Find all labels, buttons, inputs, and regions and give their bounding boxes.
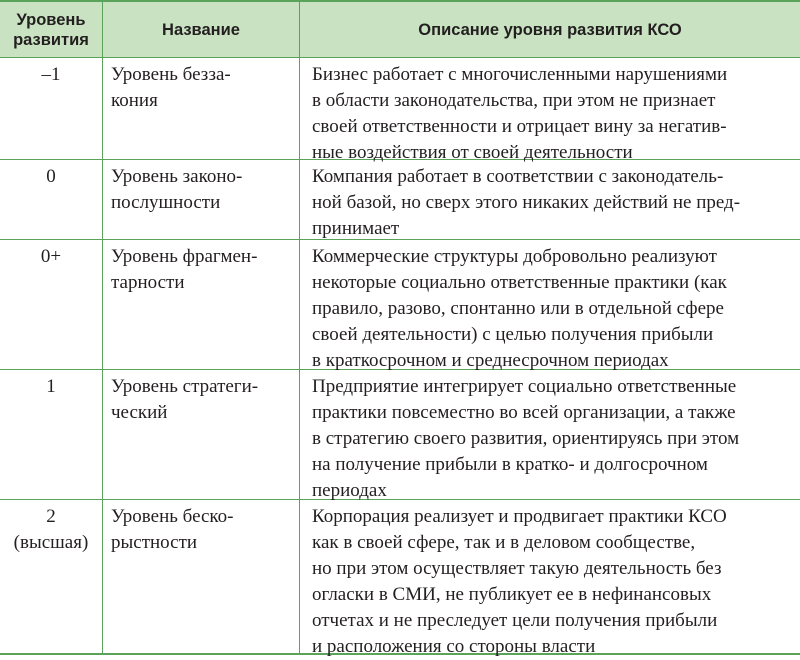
level-value: 2	[46, 506, 56, 527]
description-line: на получение прибыли в кратко- и долгосрочном	[312, 454, 708, 475]
level-value: 0	[46, 166, 56, 187]
description-line: практики повсеместно во всей организации, а также	[312, 402, 736, 423]
name-cell	[103, 58, 300, 159]
name-cell	[103, 370, 300, 499]
header-level-line: развития	[13, 30, 89, 49]
description-line: но при этом осуществляет такую деятельность без	[312, 558, 722, 579]
description-cell	[300, 370, 800, 499]
description-line: Корпорация реализует и продвигает практики КСО	[312, 506, 727, 527]
name-cell	[103, 500, 300, 653]
description-line: периодах	[312, 480, 387, 501]
description-line: в области законодательства, при этом не признает	[312, 90, 716, 111]
name-line: тарности	[111, 272, 185, 293]
description-line: Бизнес работает с многочисленными нарушениями	[312, 64, 728, 85]
table-header-row	[0, 2, 800, 58]
description-line: в стратегию своего развития, ориентируясь при этом	[312, 428, 740, 449]
description-line: принимает	[312, 218, 400, 239]
description-cell	[300, 58, 800, 163]
table-row	[0, 160, 800, 240]
description-line: в краткосрочном и среднесрочном периодах	[312, 350, 669, 371]
description-line: правило, разово, спонтанно или в отдельной сфере	[312, 298, 724, 319]
name-cell	[103, 240, 300, 369]
header-description: Описание уровня развития КСО	[418, 20, 682, 39]
description-line: Компания работает в соответствии с законодатель-	[312, 166, 724, 187]
level-note: (высшая)	[13, 532, 89, 553]
table-row	[0, 370, 800, 500]
level-value: 1	[46, 376, 56, 397]
description-line: отчетах и не преследует цели получения прибыли	[312, 610, 718, 631]
description-line: как в своей сфере, так и в деловом сообществе,	[312, 532, 696, 553]
description-line: и расположения со стороны власти	[312, 636, 596, 657]
description-line: своей ответственности и отрицает вину за негатив-	[312, 116, 727, 137]
header-name: Название	[103, 2, 300, 57]
name-line: Уровень законо-	[111, 166, 243, 187]
level-value: –1	[41, 64, 61, 85]
name-line: Уровень безза-	[111, 64, 231, 85]
table-row	[0, 240, 800, 370]
table-row	[0, 500, 800, 657]
level-value: 0+	[40, 246, 62, 267]
level-cell	[0, 500, 103, 653]
description-line: ные воздействия от своей деятельности	[312, 142, 633, 163]
name-line: рыстности	[111, 532, 198, 553]
description-line: Предприятие интегрирует социально ответственные	[312, 376, 737, 397]
name-line: Уровень фрагмен-	[111, 246, 258, 267]
name-line: кония	[111, 90, 158, 111]
table-row	[0, 58, 800, 163]
name-line: послушности	[111, 192, 221, 213]
description-line: Коммерческие структуры добровольно реализуют	[312, 246, 717, 267]
name-line: Уровень беско-	[111, 506, 234, 527]
name-cell	[103, 160, 300, 239]
description-cell	[300, 160, 800, 239]
description-line: некоторые социально ответственные практики (как	[312, 272, 727, 293]
description-cell	[300, 500, 800, 657]
level-cell	[0, 370, 103, 499]
description-cell	[300, 240, 800, 369]
level-cell	[0, 240, 103, 369]
level-cell	[0, 58, 103, 159]
description-line: огласки в СМИ, не публикует ее в нефинансовых	[312, 584, 712, 605]
description-line: своей деятельности) с целью получения прибыли	[312, 324, 714, 345]
name-line: Уровень стратеги-	[111, 376, 259, 397]
header-level	[0, 2, 103, 57]
name-line: ческий	[111, 402, 168, 423]
header-level-line: Уровень	[16, 10, 86, 29]
description-line: ной базой, но сверх этого никаких действий не пред-	[312, 192, 741, 213]
level-cell	[0, 160, 103, 239]
